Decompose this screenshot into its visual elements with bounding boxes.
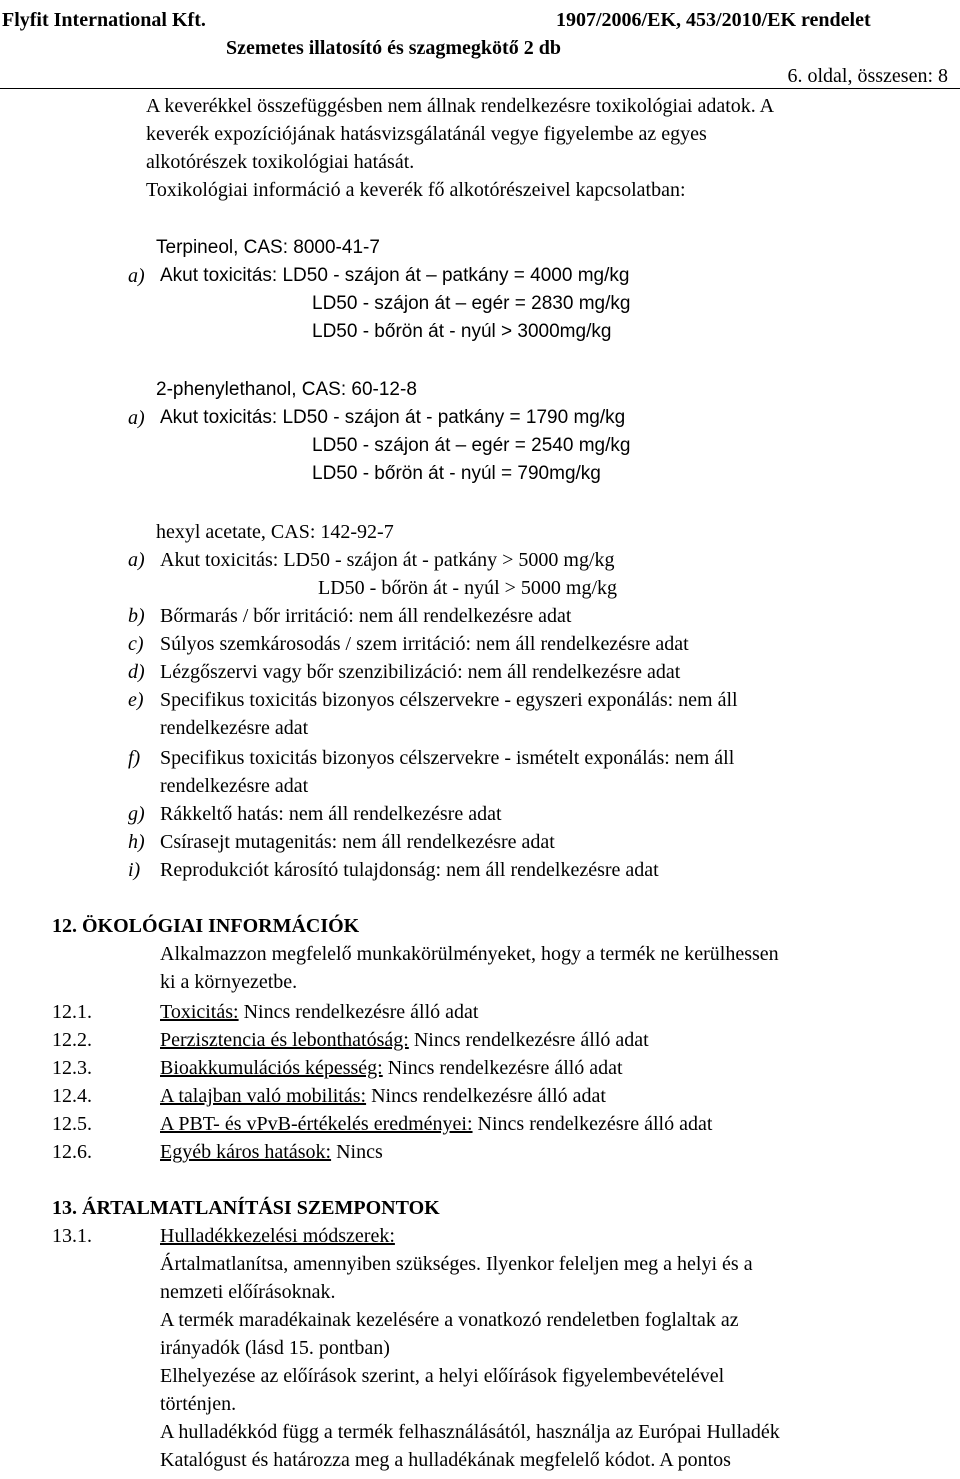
- intro-line-4: Toxikológiai információ a keverék fő alkotórészeivel kapcsolatban:: [146, 179, 686, 201]
- section-13-text-line: irányadók (lásd 15. pontban): [160, 1337, 390, 1359]
- section-12-row-number: 12.4.: [52, 1085, 92, 1107]
- section-13-text-line: Katalógust és határozza meg a hulladékának megfelelő kódot. A pontos: [160, 1449, 731, 1471]
- section-13-text-line: A termék maradékainak kezelésére a vonatkozó rendeletben foglaltak az: [160, 1309, 739, 1331]
- section-12-row-value: Nincs rendelkezésre álló adat: [408, 1029, 649, 1051]
- hexyl-item-text: Bőrmarás / bőr irritáció: nem áll rendelkezésre adat: [160, 605, 572, 627]
- section-13-text-line: történjen.: [160, 1393, 237, 1415]
- section-12-row-label: A PBT- és vPvB-értékelés eredményei:: [160, 1113, 473, 1135]
- section-13-text-line: Ártalmatlanítsa, amennyiben szükséges. Ilyenkor feleljen meg a helyi és a: [160, 1253, 753, 1275]
- hexyl-item-letter: d): [128, 661, 145, 683]
- hexyl-item-letter: h): [128, 831, 145, 853]
- phenylethanol-line-1: Akut toxicitás: LD50 - szájon át - patkány = 1790 mg/kg: [160, 407, 626, 428]
- header-rule: [0, 88, 960, 89]
- hexyl-item-text: Rákkeltő hatás: nem áll rendelkezésre adat: [160, 803, 502, 825]
- section-12-row-value: Nincs rendelkezésre álló adat: [366, 1085, 606, 1107]
- section-12-row-number: 12.2.: [52, 1029, 92, 1051]
- intro-line-3: alkotórészek toxikológiai hatását.: [146, 151, 415, 173]
- section-13-text-line: Elhelyezése az előírások szerint, a helyi előírások figyelembevételével: [160, 1365, 725, 1387]
- section-13-1-number: 13.1.: [52, 1225, 92, 1247]
- section-12-row-label: Egyéb káros hatások:: [160, 1141, 332, 1163]
- section-12-row-value: Nincs rendelkezésre álló adat: [382, 1057, 623, 1079]
- terpineol-line-1: Akut toxicitás: LD50 - szájon át – patkány = 4000 mg/kg: [160, 265, 630, 286]
- section-13-text-line: nemzeti előírásoknak.: [160, 1281, 336, 1303]
- section-12-row-value: Nincs: [331, 1141, 383, 1163]
- section-12-row: [160, 1056, 623, 1080]
- hexyl-item-letter: g): [128, 803, 145, 825]
- terpineol-letter: a): [128, 265, 145, 287]
- section-12-row-value: Nincs rendelkezésre álló adat: [472, 1113, 713, 1135]
- hexyl-item-text: Specifikus toxicitás bizonyos célszervekre - ismételt exponálás: nem áll: [160, 747, 735, 769]
- header-product: Szemetes illatosító és szagmegkötő 2 db: [226, 37, 561, 59]
- hexyl-item-text: LD50 - bőrön át - nyúl > 5000 mg/kg: [318, 577, 618, 599]
- intro-line-1: A keverékkel összefüggésben nem állnak rendelkezésre toxikológiai adatok. A: [146, 95, 775, 117]
- terpineol-line-3: LD50 - bőrön át - nyúl > 3000mg/kg: [312, 321, 612, 342]
- section-12-row: [160, 1028, 649, 1052]
- hexyl-item-letter: c): [128, 633, 144, 655]
- section-12-intro-1: Alkalmazzon megfelelő munkakörülményeket, hogy a termék ne kerülhessen: [160, 943, 779, 965]
- section-12-row-value: Nincs rendelkezésre álló adat: [238, 1001, 479, 1023]
- hexyl-item-text: Akut toxicitás: LD50 - szájon át - patkány > 5000 mg/kg: [160, 549, 615, 571]
- hexyl-item-letter: e): [128, 689, 144, 711]
- section-13-title: 13. ÁRTALMATLANÍTÁSI SZEMPONTOK: [52, 1197, 440, 1219]
- hexyl-item-letter: i): [128, 859, 141, 881]
- hexyl-item-text: rendelkezésre adat: [160, 717, 309, 739]
- hexyl-item-letter: a): [128, 549, 145, 571]
- hexyl-item-text: Lézgőszervi vagy bőr szenzibilizáció: nem áll rendelkezésre adat: [160, 661, 681, 683]
- header-page-number: 6. oldal, összesen: 8: [787, 65, 948, 87]
- section-12-row: [160, 1140, 383, 1164]
- hexyl-item-letter: f): [128, 747, 141, 769]
- section-12-row-label: A talajban való mobilitás:: [160, 1085, 367, 1107]
- section-12-row-number: 12.1.: [52, 1001, 92, 1023]
- hexyl-item-text: Csírasejt mutagenitás: nem áll rendelkezésre adat: [160, 831, 555, 853]
- section-12-row-label: Toxicitás:: [160, 1001, 239, 1023]
- terpineol-line-2: LD50 - szájon át – egér = 2830 mg/kg: [312, 293, 631, 314]
- section-12-row: [160, 1084, 606, 1108]
- section-12-row-number: 12.6.: [52, 1141, 92, 1163]
- phenylethanol-line-2: LD50 - szájon át – egér = 2540 mg/kg: [312, 435, 631, 456]
- header-company: Flyfit International Kft.: [2, 9, 206, 31]
- section-12-row-label: Perzisztencia és lebonthatóság:: [160, 1029, 409, 1051]
- hexyl-item-text: Reprodukciót károsító tulajdonság: nem áll rendelkezésre adat: [160, 859, 659, 881]
- phenylethanol-letter: a): [128, 407, 145, 429]
- section-13-1-label: Hulladékkezelési módszerek:: [160, 1225, 395, 1247]
- hexyl-item-text: Súlyos szemkárosodás / szem irritáció: nem áll rendelkezésre adat: [160, 633, 689, 655]
- phenylethanol-name: 2-phenylethanol, CAS: 60-12-8: [156, 379, 417, 400]
- hexyl-item-text: rendelkezésre adat: [160, 775, 309, 797]
- section-12-title: 12. ÖKOLÓGIAI INFORMÁCIÓK: [52, 915, 360, 937]
- intro-line-2: keverék expozíciójának hatásvizsgálatánál vegye figyelembe az egyes: [146, 123, 707, 145]
- section-13-text-line: A hulladékkód függ a termék felhasználásától, használja az Európai Hulladék: [160, 1421, 780, 1443]
- hexyl-item-letter: b): [128, 605, 145, 627]
- section-12-row: [160, 1000, 478, 1024]
- section-12-row: [160, 1112, 712, 1136]
- section-12-row-number: 12.5.: [52, 1113, 92, 1135]
- hexyl-item-text: Specifikus toxicitás bizonyos célszervekre - egyszeri exponálás: nem áll: [160, 689, 738, 711]
- hexyl-name: hexyl acetate, CAS: 142-92-7: [156, 521, 394, 543]
- phenylethanol-line-3: LD50 - bőrön át - nyúl = 790mg/kg: [312, 463, 601, 484]
- section-12-row-label: Bioakkumulációs képesség:: [160, 1057, 383, 1079]
- header-regulation: 1907/2006/EK, 453/2010/EK rendelet: [556, 9, 871, 31]
- section-12-intro-2: ki a környezetbe.: [160, 971, 298, 993]
- terpineol-name: Terpineol, CAS: 8000-41-7: [156, 237, 380, 258]
- section-12-row-number: 12.3.: [52, 1057, 92, 1079]
